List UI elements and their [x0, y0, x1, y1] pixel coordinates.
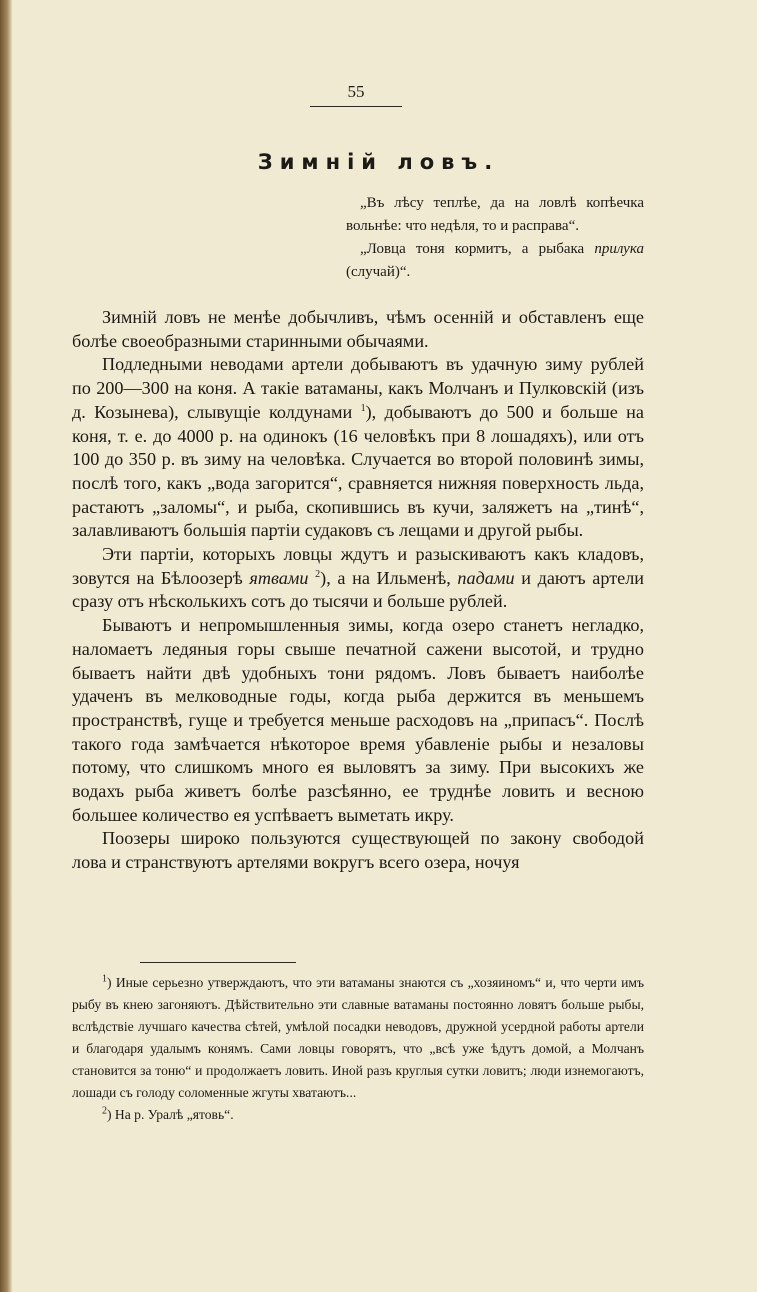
footnote: $^1$) Иные серьезно утверждаютъ, что эти ватаманы знаются съ „хозяиномъ“ и, что черти имъ рыбу въ кнею загоняютъ. Дѣйствительно эти славные ватаманы постоянно ловятъ больше рыбы, вслѣдствіе лучшаго качества сѣтей, умѣлой посадки неводовъ, дружной усердной работы артели и благодаря удалымъ конямъ. Сами ловцы говорятъ, что „всѣ уже ѣдутъ домой, а Молчанъ становится за тоню“ и продолжаетъ ловить. Иной разъ круглыя сутки ловитъ; люди изнемогаютъ, лошади съ голоду соломенные жгуты хватаютъ... [72, 973, 644, 1100]
epigraph [346, 192, 644, 284]
main-text [72, 306, 644, 875]
chapter-title: Зимній ловъ. [257, 150, 500, 174]
italic-term: падами [457, 567, 515, 588]
epigraph-line: „Ловца тоня кормитъ, а рыбака прилука (случай)“. [346, 241, 644, 280]
paragraph: Зимній ловъ не менѣе добычливъ, чѣмъ осенній и обставленъ еще болѣе своеобразными старинными обычаями. [72, 307, 644, 351]
footnote-ref: 1 [360, 402, 366, 414]
header-rule [310, 106, 402, 107]
italic-term: прилука [594, 241, 644, 257]
paragraph: Эти партіи, которыхъ ловцы ждутъ и разыскиваютъ какъ кладовъ, зовутся на Бѣлоозерѣ ятвами $^2$), а на Ильменѣ, падами и даютъ артели сразу отъ нѣсколькихъ сотъ до тысячи и больше рублей. [72, 544, 645, 612]
epigraph-line: „Въ лѣсу теплѣе, да на ловлѣ копѣечка вольнѣе: что недѣля, то и расправа“. [346, 195, 644, 234]
footnote-ref: 2 [315, 568, 321, 580]
footnote-marker: 2 [102, 1105, 107, 1117]
page-number: 55 [347, 82, 365, 101]
footnote-separator [140, 962, 296, 963]
footnote-marker: 1 [102, 973, 107, 985]
paragraph: Подледными неводами артели добываютъ въ удачную зиму рублей по 200—300 на коня. А такіе ватаманы, какъ Молчанъ и Пулковскій (изъ д. Козынева), слывущіе колдунами $^1$), добываютъ до 500 и больше на коня, т. е. до 4000 р. на одинокъ (16 человѣкъ при 8 лошадяхъ), или отъ 100 до 350 р. въ зиму на человѣка. Случается во второй половинѣ зимы, послѣ того, какъ „вода загорится“, сравняется нижняя поверхность льда, растаютъ „заломы“, и рыба, скопившись въ кучи, заляжетъ на „тинѣ“, залавливаютъ большія партіи судаковъ съ лещами и другой рыбы. [72, 354, 644, 541]
italic-term: ятвами [249, 567, 309, 588]
footnote: $^2$) На р. Уралѣ „ятовь“. [102, 1105, 234, 1122]
book-spine-edge [0, 0, 12, 1292]
footnotes [72, 972, 644, 1126]
paragraph: Поозеры широко пользуются существующей по закону свободой лова и странствуютъ артелями вокругъ всего озера, ночуя [72, 828, 644, 873]
paragraph: Бываютъ и непромышленныя зимы, когда озеро станетъ негладко, наломаетъ ледяныя горы свыше печатной сажени высотой, и трудно бываетъ найти двѣ удобныхъ тони рядомъ. Ловъ бываетъ наиболѣе удаченъ въ мелководные годы, когда рыба держится въ меньшемъ пространствѣ, гуще и требуется меньше расходовъ на „припасъ“. Послѣ такого года замѣчается нѣкоторое время убавленіе рыбы и незаловы потому, что слишкомъ много ея выловятъ за зиму. При высокихъ же водахъ рыба живетъ болѣе разсѣянно, ее труднѣе ловить и весною большее количество ея успѣваетъ выметать икру. [72, 615, 644, 825]
page-header [310, 82, 402, 107]
